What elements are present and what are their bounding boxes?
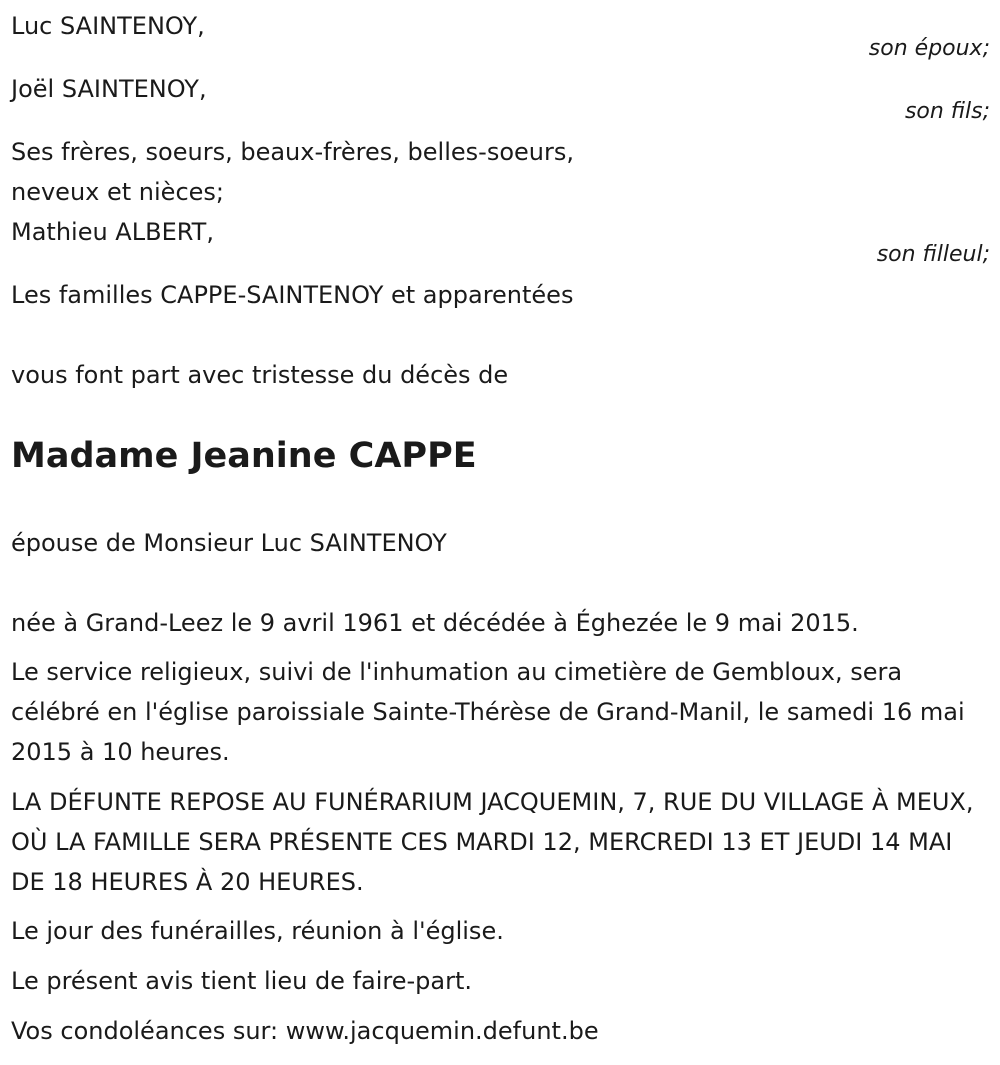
families-line: Les familles CAPPE-SAINTENOY et apparentées (11, 281, 574, 309)
condolences-line (11, 1011, 599, 1051)
family-member-role: son fils; (904, 99, 990, 124)
family-member-name: Luc SAINTENOY, (11, 12, 205, 40)
spouse-line: épouse de Monsieur Luc SAINTENOY (11, 529, 447, 557)
intro-line: vous font part avec tristesse du décès de (11, 361, 509, 389)
service-paragraph: Le service religieux, suivi de l'inhumation au cimetière de Gembloux, sera célébré en l'église paroissiale Sainte-Thérèse de Grand-Manil, le samedi 16 mai 2015 à 10 heures. (11, 658, 965, 766)
relatives-line-2: neveux et nièces; (11, 178, 224, 206)
funerarium-paragraph: LA DÉFUNTE REPOSE AU FUNÉRARIUM JACQUEMIN, 7, RUE DU VILLAGE À MEUX, OÙ LA FAMILLE SERA PRÉSENTE CES MARDI 12, MERCREDI 13 ET JEUDI 14 MAI DE 18 HEURES À 20 HEURES. (11, 788, 974, 896)
relatives-line-1: Ses frères, soeurs, beaux-frères, belles-soeurs, (11, 138, 574, 166)
godson-name: Mathieu ALBERT, (11, 218, 214, 246)
deceased-name: Madame Jeanine CAPPE (11, 436, 477, 476)
godson-role: son filleul; (876, 242, 990, 267)
notice-line: Le présent avis tient lieu de faire-part. (11, 967, 473, 995)
birth-death-line: née à Grand-Leez le 9 avril 1961 et décédée à Éghezée le 9 mai 2015. (11, 609, 859, 637)
gathering-line: Le jour des funérailles, réunion à l'église. (11, 917, 504, 945)
condolences-label: Vos condoléances sur: (11, 1017, 286, 1045)
family-member-role: son époux; (868, 36, 990, 61)
condolences-url: www.jacquemin.defunt.be (285, 1017, 599, 1045)
family-member-name: Joël SAINTENOY, (11, 75, 207, 103)
